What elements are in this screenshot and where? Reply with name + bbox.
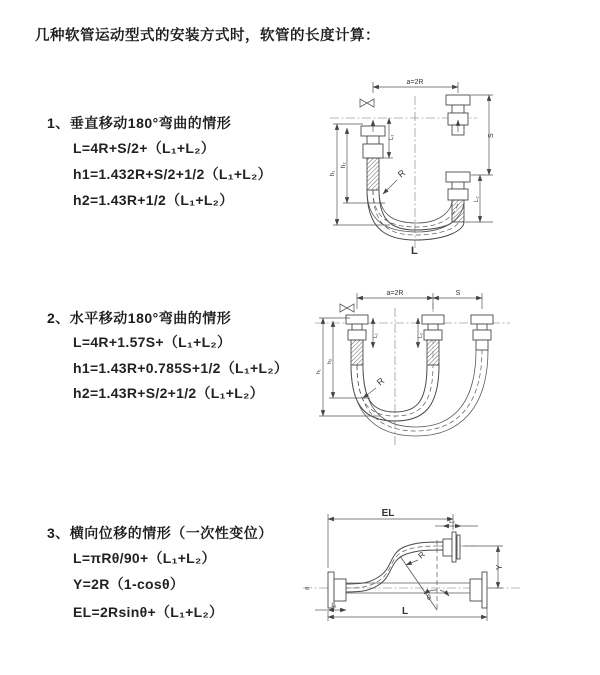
section2-formula-h2: h2=1.43R+S/2+1/2（L₁+L₂） xyxy=(73,385,264,401)
valve-icon xyxy=(340,304,354,312)
section3-formula-L: L=πRθ/90+（L₁+L₂） xyxy=(73,550,216,566)
dim-l1-label: L₁ xyxy=(389,134,395,140)
dim-el-label: EL xyxy=(381,508,395,519)
right-fitting xyxy=(471,315,493,350)
dim-y-label: Y xyxy=(495,564,504,570)
dim-s-label: S xyxy=(455,290,461,297)
dim-l1-label: L₁ xyxy=(331,603,337,609)
section3-heading: 3、横向位移的情形（一次性变位） xyxy=(47,525,273,541)
diagram-vertical-180-bend xyxy=(315,72,590,267)
section2-formula-L: L=4R+1.57S+（L₁+L₂） xyxy=(73,334,232,350)
diagram-lateral-displacement xyxy=(300,500,600,640)
length-label: L xyxy=(411,245,418,257)
dim-h2-label: h₂ xyxy=(341,162,347,168)
dim-l2-label: L₂ xyxy=(449,519,455,525)
theta-label: θ xyxy=(427,595,431,602)
radius-label: R xyxy=(395,167,408,180)
dim-a2r-label: a=2R xyxy=(406,79,424,86)
radius-label: R xyxy=(416,549,427,561)
mid-fitting xyxy=(422,315,444,365)
radius-leader xyxy=(406,560,418,565)
valve-icon xyxy=(360,99,374,107)
s-curve-hose xyxy=(346,542,443,592)
radius-leader xyxy=(383,180,397,194)
dim-h1-label: h₁ xyxy=(316,369,322,374)
right-fitting-lower xyxy=(446,172,470,222)
page-title: 几种软管运动型式的安装方式时，软管的长度计算： xyxy=(35,28,380,44)
hose-curves xyxy=(351,350,488,436)
section1-formula-h2: h2=1.43R+1/2（L₁+L₂） xyxy=(73,192,234,208)
section1-formula-L: L=4R+S/2+（L₁+L₂） xyxy=(73,140,216,156)
section2-heading: 2、水平移动180°弯曲的情形 xyxy=(47,310,232,326)
section2-formula-h1: h1=1.43R+0.785S+1/2（L₁+L₂） xyxy=(73,360,289,376)
section3-formula-Y: Y=2R（1-cosθ） xyxy=(73,576,185,592)
dim-s-label: S xyxy=(488,133,495,138)
section1-heading: 1、垂直移动180°弯曲的情形 xyxy=(47,115,232,131)
dim-l2-label: L₂ xyxy=(474,196,480,202)
dim-h1-label: h₁ xyxy=(330,170,336,176)
left-fitting xyxy=(361,120,385,190)
dim-a2r-label: a=2R xyxy=(386,290,404,297)
section1-formula-h1: h1=1.432R+S/2+1/2（L₁+L₂） xyxy=(73,166,272,182)
right-fitting-upper xyxy=(446,95,470,135)
dim-l1-label: L₁ xyxy=(373,333,379,338)
section3-formula-EL: EL=2Rsinθ+（L₁+L₂） xyxy=(73,604,224,620)
radius-label: R xyxy=(374,375,387,388)
dim-l2-label: L₂ xyxy=(418,332,424,338)
diagram-horizontal-180-bend xyxy=(310,288,600,460)
dim-h2-label: h₂ xyxy=(327,358,333,364)
axis-break-mark: ≈ xyxy=(305,584,310,593)
dim-l-label: L xyxy=(401,606,409,617)
upper-flange xyxy=(443,532,460,562)
left-fitting xyxy=(346,315,368,365)
